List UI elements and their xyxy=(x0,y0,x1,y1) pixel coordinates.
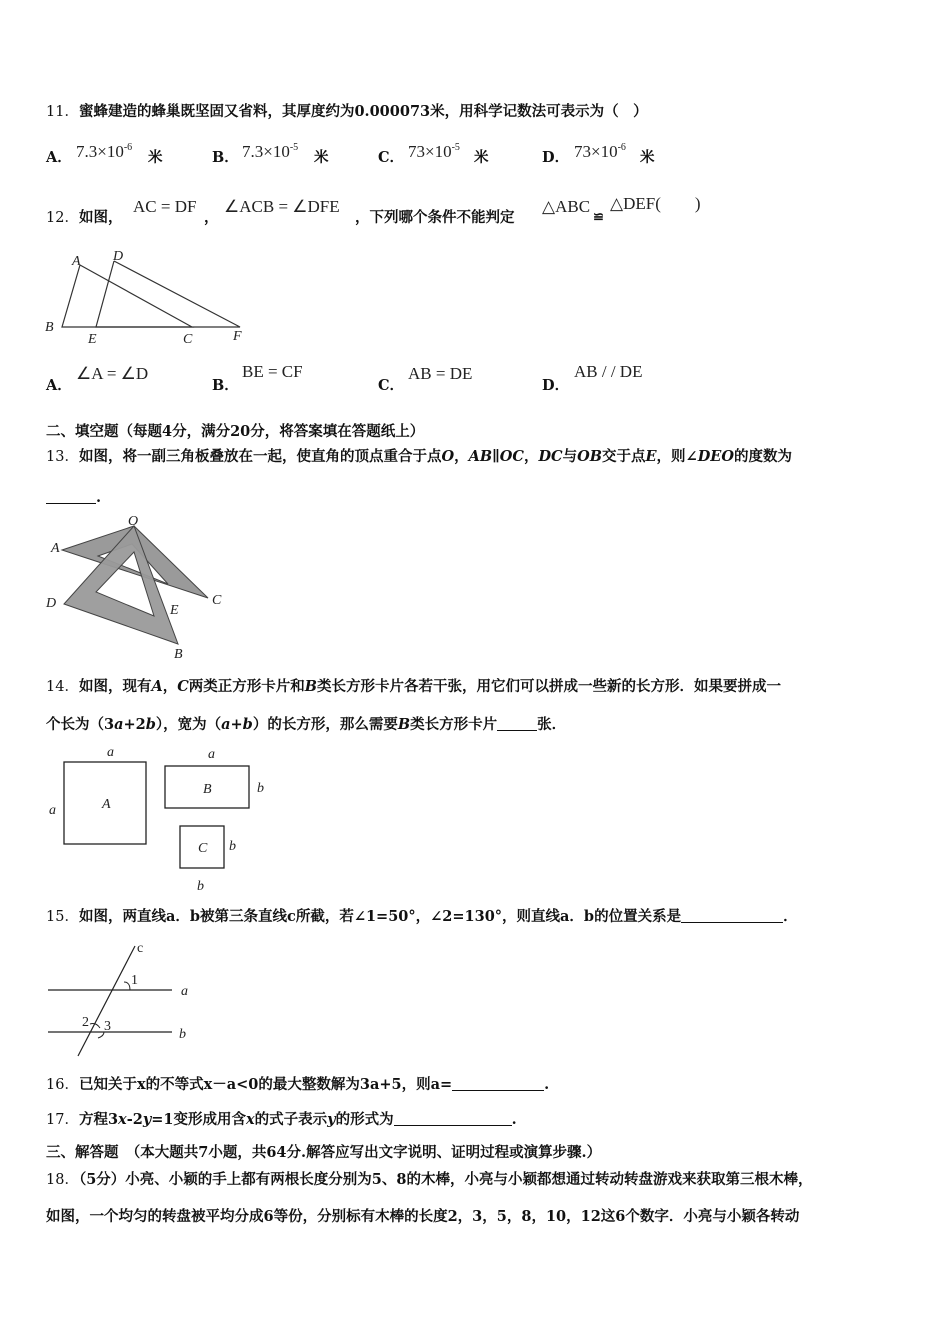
q15-answer-blank[interactable] xyxy=(681,908,783,923)
q12-label-d: D xyxy=(113,249,124,264)
q11-option-b-math: $7.3\times 10^{-5}$ xyxy=(242,142,299,161)
q12-math-ac-df: AC = DF xyxy=(133,197,197,216)
q15-label-3: 3 xyxy=(104,1019,111,1034)
q14-label-b-right: b xyxy=(257,781,264,796)
q16-answer-blank[interactable] xyxy=(452,1076,544,1091)
q13-label-c: C xyxy=(212,593,222,608)
q12-stem-start: 12．如图， xyxy=(46,209,123,226)
q14-label-a-left: a xyxy=(49,803,56,818)
q13-figure xyxy=(40,512,240,662)
q12-option-b-math: BE = CF xyxy=(242,362,303,381)
q12-label-e: E xyxy=(88,332,97,347)
q14-label-c-bottom: b xyxy=(197,879,204,894)
q18-number: 18． xyxy=(46,1172,79,1188)
q11-stem xyxy=(46,102,648,122)
q11-option-d-label: D． xyxy=(542,149,570,166)
q16-number: 16． xyxy=(46,1077,79,1093)
q11-option-d-math: $73\times 10^{-6}$ xyxy=(574,142,626,161)
q18-line2: 如图，一个均匀的转盘被平均分成6等份，分别标有木棒的长度2，3，5，8，10，12这6个数字．小亮与小颖各转动 xyxy=(46,1208,800,1225)
q11-option-c-label: C． xyxy=(378,149,405,166)
q14-label-b-top: a xyxy=(208,747,215,762)
q13-label-e: E xyxy=(170,603,179,618)
q12-number: 12． xyxy=(46,210,79,226)
q14-label-c-right: b xyxy=(229,839,236,854)
q15-label-1: 1 xyxy=(131,973,138,988)
q14-label-card-a: A xyxy=(102,797,111,812)
q12-math-def: △DEF( ) xyxy=(610,194,701,213)
q12-triangle-def xyxy=(96,261,240,327)
q14-line2: 个长为（3a+2b），宽为（a+b）的长方形，那么需要B类长方形卡片 张． xyxy=(46,716,567,733)
q11-number: 11． xyxy=(46,104,79,120)
q14-label-a-top: a xyxy=(107,745,114,760)
q15-figure xyxy=(40,938,210,1063)
q16-stem: 16．已知关于x的不等式x－a<0的最大整数解为3a+5，则a= . xyxy=(46,1076,550,1093)
q17-stem: 17．方程3x-2y=1变形成用含x的式子表示y的形式为 . xyxy=(46,1111,517,1128)
q11-option-c-unit: 米 xyxy=(474,149,489,166)
q12-triangle-abc xyxy=(62,265,192,327)
q12-option-c-math: AB = DE xyxy=(408,364,473,383)
q14-number: 14． xyxy=(46,679,79,695)
q11-option-d-unit: 米 xyxy=(640,149,655,166)
q14-answer-blank[interactable] xyxy=(497,716,537,731)
q11-option-b-label: B． xyxy=(212,149,239,166)
q14-line1: 14．如图，现有A，C两类正方形卡片和B类长方形卡片各若干张，用它们可以拼成一些新的长方形．如果要拼成一 xyxy=(46,678,782,695)
q12-option-a-math: ∠A = ∠D xyxy=(76,364,149,383)
q12-option-b-label: B． xyxy=(212,377,239,394)
q15-label-2: 2 xyxy=(82,1015,89,1030)
q15-angle-2-arc xyxy=(90,1024,100,1029)
q11-option-a-unit: 米 xyxy=(148,149,163,166)
q11-option-b-unit: 米 xyxy=(314,149,329,166)
q13-number: 13． xyxy=(46,449,79,465)
q12-option-c-label: C． xyxy=(378,377,405,394)
q14-label-card-b: B xyxy=(203,782,212,797)
q13-label-d: D xyxy=(46,596,57,611)
q12-figure xyxy=(40,245,255,350)
section2-heading: 二、填空题（每题4分，满分20分，将答案填在答题纸上） xyxy=(46,423,425,440)
q12-congruent-sign: ≌ xyxy=(593,210,604,225)
q15-label-b: b xyxy=(179,1027,186,1042)
q11-text: 蜜蜂建造的蜂巢既坚固又省料，其厚度约为0.000073米，用科学记数法可表示为（ ） xyxy=(78,103,648,120)
q12-label-b: B xyxy=(45,320,54,335)
q15-line-c xyxy=(78,946,135,1056)
q18-line1: 18．（5分）小亮、小颖的手上都有两根长度分别为5、8的木棒，小亮与小颖都想通过转动转盘游戏来获取第三根木棒， xyxy=(46,1171,813,1188)
q12-option-d-math: AB / / DE xyxy=(574,362,643,381)
q15-label-a: a xyxy=(181,984,188,999)
q13-answer-line: . xyxy=(46,488,101,508)
q12-stem-mid: ，下列哪个条件不能判定 xyxy=(355,209,515,226)
section3-heading: 三、解答题 （本大题共7小题，共64分.解答应写出文字说明、证明过程或演算步骤.） xyxy=(46,1144,602,1161)
q17-answer-blank[interactable] xyxy=(394,1111,512,1126)
q12-math-angles: ∠ACB = ∠DFE xyxy=(224,197,340,216)
q14-figure xyxy=(40,740,280,895)
q13-label-b: B xyxy=(174,647,183,662)
q13-answer-blank[interactable] xyxy=(46,489,96,504)
q15-label-c: c xyxy=(137,941,144,956)
q11-option-a-label: A． xyxy=(46,149,72,166)
q15-angle-1-arc xyxy=(124,982,130,990)
q13-label-o: O xyxy=(128,514,139,529)
q12-option-a-label: A． xyxy=(46,377,72,394)
q12-label-a: A xyxy=(72,254,81,269)
q12-label-c: C xyxy=(183,332,193,347)
q13-stem: 13．如图，将一副三角板叠放在一起，使直角的顶点重合于点O，AB∥OC，DC与OB交于点E，则∠DEO的度数为 xyxy=(46,448,792,465)
q15-stem: 15．如图，两直线a．b被第三条直线c所截，若∠1=50°，∠2=130°，则直线a．b的位置关系是 ． xyxy=(46,908,798,925)
q13-label-a: A xyxy=(51,541,60,556)
q12-comma: ， xyxy=(204,209,219,226)
q17-number: 17． xyxy=(46,1112,79,1128)
q11-option-a-math: $7.3\times 10^{-6}$ xyxy=(76,142,133,161)
q12-option-d-label: D． xyxy=(542,377,570,394)
q14-label-card-c: C xyxy=(198,841,208,856)
q15-number: 15． xyxy=(46,909,79,925)
q12-math-abc: △ABC xyxy=(542,197,591,216)
q12-label-f: F xyxy=(233,329,242,344)
q11-option-c-math: $73\times 10^{-5}$ xyxy=(408,142,460,161)
